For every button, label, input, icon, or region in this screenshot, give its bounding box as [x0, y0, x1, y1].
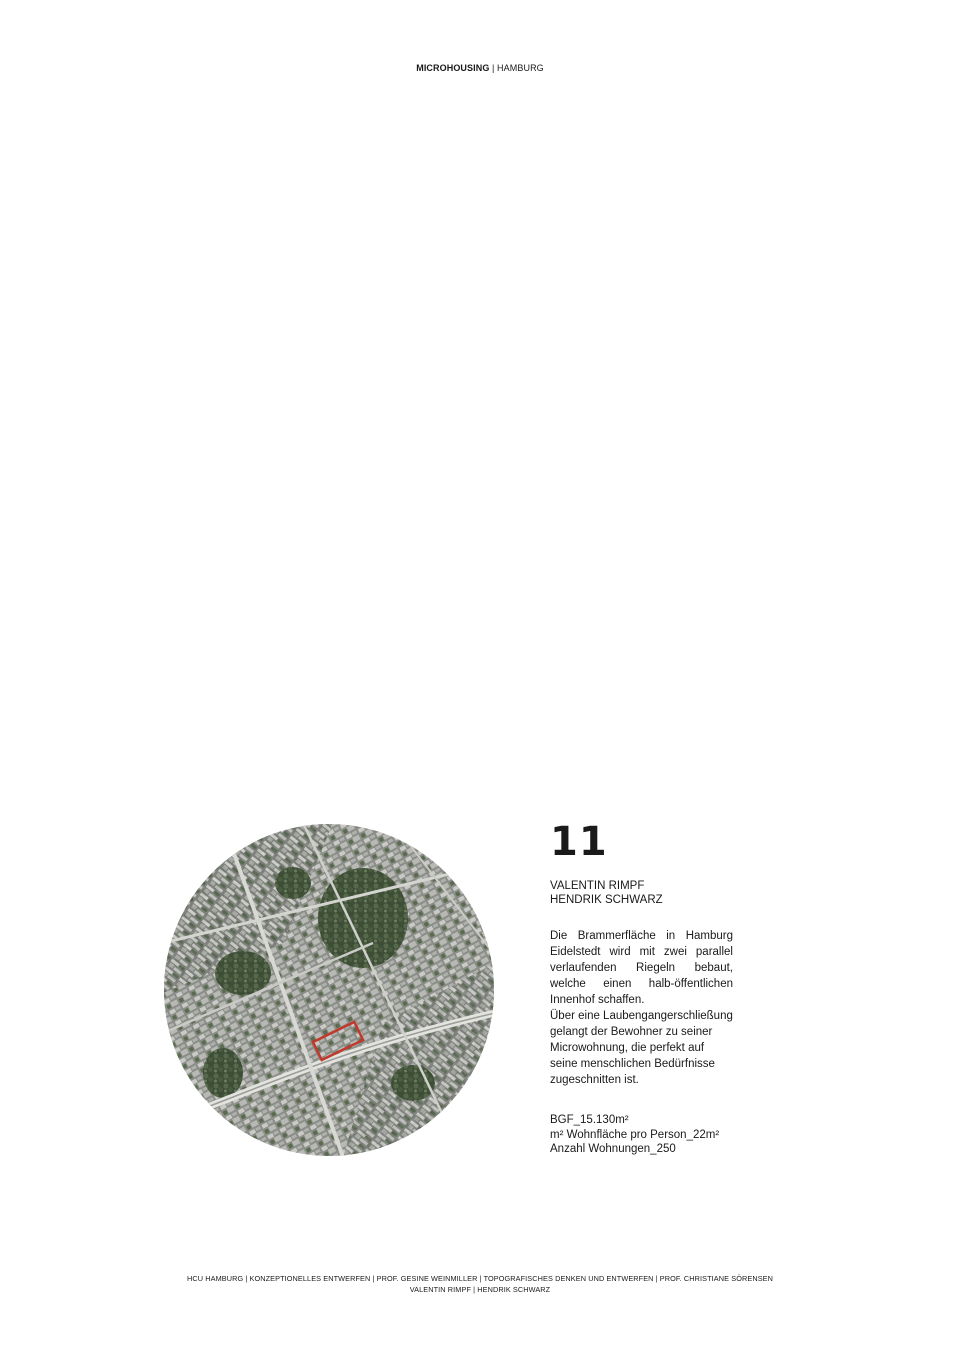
- fact-line: BGF_15.130m²: [550, 1114, 629, 1126]
- project-facts: [550, 1113, 719, 1157]
- header-title: MICROHOUSING: [416, 63, 490, 73]
- fact-line: Anzahl Wohnungen_250: [550, 1143, 676, 1155]
- description-paragraph: Die Brammerfläche in Hamburg Eidelstedt wird mit zwei parallel verlaufenden Riegeln bebaut, welche einen halb-öffentlichen Innenhof schaffen.: [550, 930, 733, 1006]
- footer-authors: VALENTIN RIMPF | HENDRIK SCHWARZ: [409, 1285, 551, 1294]
- aerial-site-map: [163, 823, 495, 1157]
- description-paragraph: Über eine Laubengangerschließung gelangt der Bewohner zu seiner Microwohnung, die perfekt auf seine menschlichen Bedürfnisse zugeschnitten ist.: [550, 1010, 733, 1086]
- project-number: 11: [550, 819, 608, 865]
- author-name: VALENTIN RIMPF: [550, 880, 645, 892]
- author-name: HENDRIK SCHWARZ: [550, 894, 663, 906]
- page-footer: [0, 1273, 960, 1295]
- header-location: | HAMBURG: [489, 63, 544, 73]
- project-authors: [550, 879, 663, 907]
- footer-credits: HCU HAMBURG | KONZEPTIONELLES ENTWERFEN | PROF. GESINE WEINMILLER | TOPOGRAFISCHES DENKEN UND ENTWERFEN | PROF. CHRISTIANE SÖRENSEN: [187, 1274, 773, 1283]
- project-description: [550, 928, 733, 1088]
- page-header: [0, 63, 960, 73]
- fact-line: m² Wohnfläche pro Person_22m²: [550, 1128, 720, 1141]
